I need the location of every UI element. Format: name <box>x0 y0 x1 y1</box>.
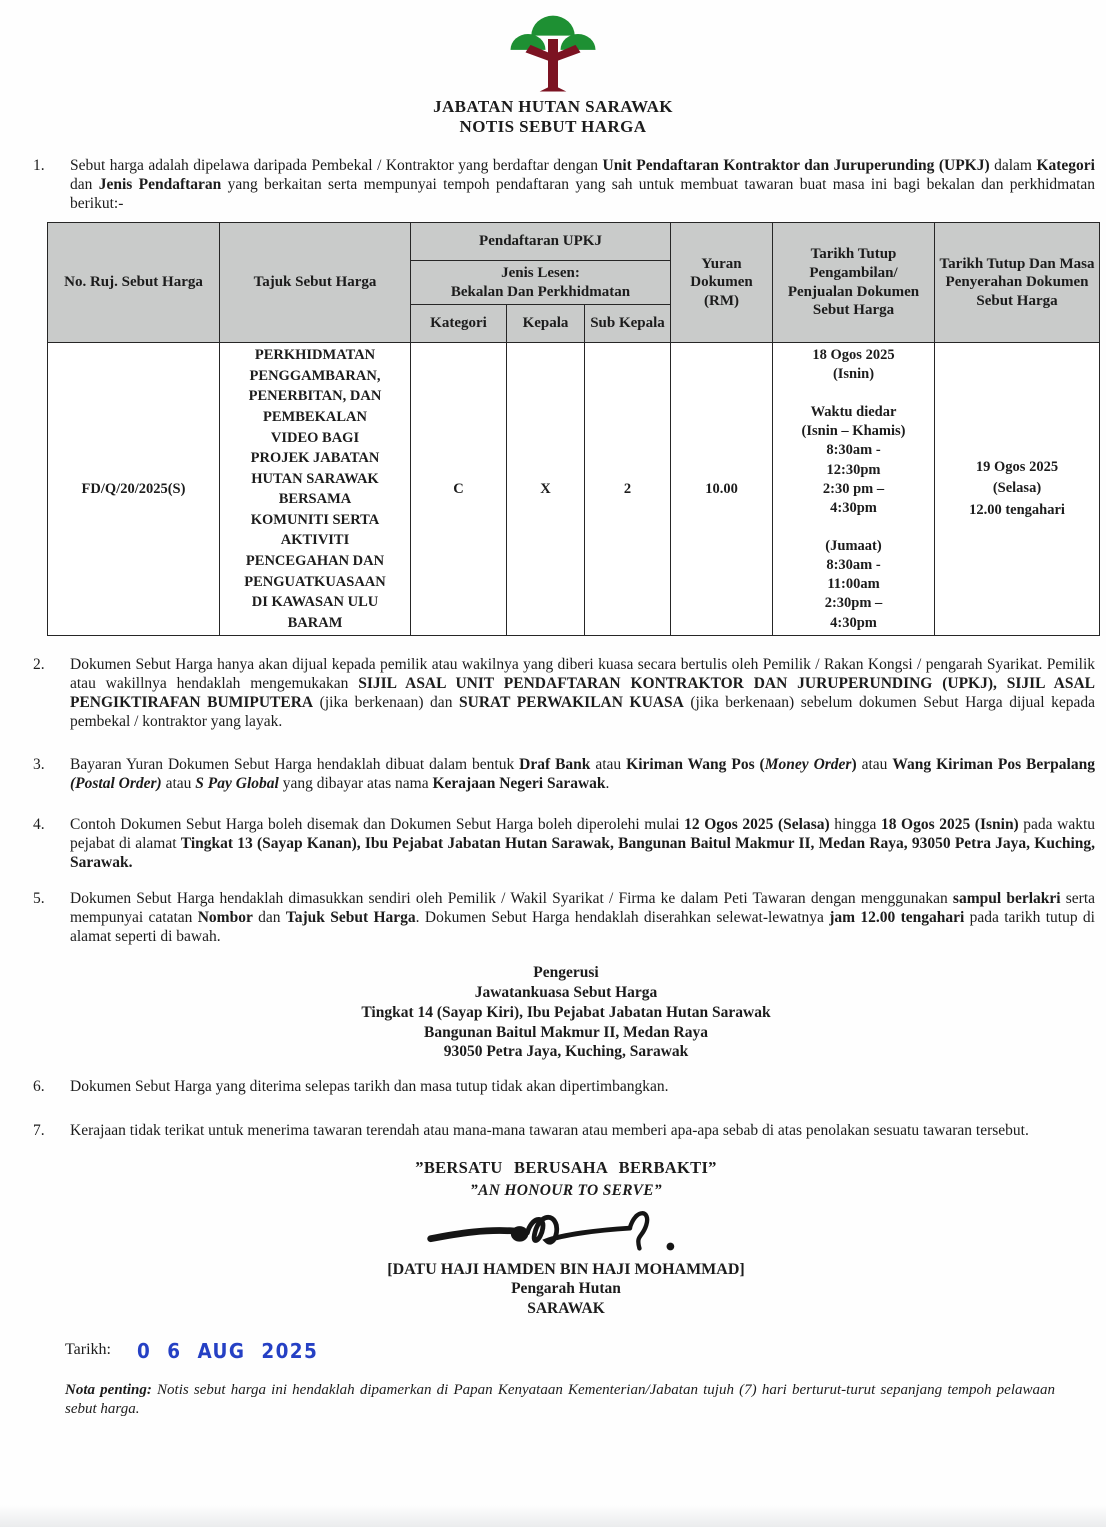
cell-tarikh-pengambilan: 18 Ogos 2025 (Isnin) Waktu diedar (Isnin – Khamis) 8:30am - 12:30pm 2:30 pm – 4:30pm (Jumaat) 8:30am - 11:00am 2:30pm – 4:30pm <box>773 343 935 636</box>
paragraph-text: Dokumen Sebut Harga hendaklah dimasukkan sendiri oleh Pemilik / Wakil Syarikat / Firma ke dalam Peti Tawaran dengan menggunakan sampul berlakri serta mempunyai catatan Nombor dan Tajuk Sebut Harga. Dokumen Sebut Harga hendaklah diserahkan selewat-lewatnya jam 12.00 tengahari pada tarikh tutup di alamat seperti di bawah. <box>70 889 1096 945</box>
paragraph-text: Dokumen Sebut Harga hanya akan dijual kepada pemilik atau wakilnya yang diberi kuasa secara bertulis oleh Pemilik / Rakan Kongsi / pengarah Syarikat. Pemilik atau wakillnya hendaklah mengemukakan SIJIL ASAL UNIT PENDAFTARAN KONTRAKTOR DAN JURUPERUNDING (UPKJ), SIJIL ASAL PENGIKTIRAFAN BUMIPUTERA (jika berkenaan) dan SURAT PERWAKILAN KUASA (jika berkenaan) sebelum dokumen Sebut Harga dijual kepada pembekal / kontraktor yang layak. <box>70 656 1096 731</box>
paragraph-text: Kerajaan tidak terikat untuk menerima tawaran terendah atau mana-mana tawaran atau memberi apa-apa sebab di atas penolakan sesuatu tawaran tersebut. <box>70 1122 1029 1140</box>
col-header-sub-kepala: Sub Kepala <box>585 305 671 343</box>
col-header-yuran: Yuran Dokumen (RM) <box>671 223 773 343</box>
document-header <box>0 0 1106 137</box>
date-row <box>65 1338 1106 1363</box>
col-header-kategori: Kategori <box>411 305 507 343</box>
paragraph-4 <box>33 815 1095 872</box>
signatory-title: Pengarah Hutan <box>511 1280 621 1298</box>
cell-no-ruj: FD/Q/20/2025(S) <box>48 343 220 636</box>
tender-table-header <box>48 223 1100 343</box>
paragraph-text: Sebut harga adalah dipelawa daripada Pembekal / Kontraktor yang berdaftar dengan Unit Pendaftaran Kontraktor dan Juruperunding (UPKJ) dalam Kategori dan Jenis Pendaftaran yang berkaitan serta mempunyai tempoh pendaftaran yang sah untuk membuat tawaran buat masa ini bagi bekalan dan perkhidmatan berikut:- <box>70 157 1096 213</box>
paragraph-7 <box>33 1121 1095 1140</box>
date-label: Tarikh: <box>65 1340 111 1358</box>
col-header-pendaftaran-upkj: Pendaftaran UPKJ <box>411 223 671 261</box>
paragraph-number: 2. <box>33 656 45 674</box>
cell-tajuk: PERKHIDMATAN PENGGAMBARAN, PENERBITAN, DAN PEMBEKALAN VIDEO BAGI PROJEK JABATAN HUTAN SARAWAK BERSAMA KOMUNITI SERTA AKTIVITI PENCEGAHAN DAN PENGUATKUASAAN DI KAWASAN ULU BARAM <box>220 343 411 636</box>
col-header-tarikh-penyerahan: Tarikh Tutup Dan Masa Penyerahan Dokumen Sebut Harga <box>935 223 1100 343</box>
signature-block <box>0 1202 1106 1319</box>
signatory-org: SARAWAK <box>527 1300 605 1318</box>
org-name: JABATAN HUTAN SARAWAK <box>433 97 673 116</box>
cell-kategori: C <box>411 343 507 636</box>
tree-trunk <box>526 39 581 92</box>
col-header-kepala: Kepala <box>507 305 585 343</box>
page-title: NOTIS SEBUT HARGA <box>459 117 647 136</box>
paragraph-number: 3. <box>33 755 45 773</box>
paragraph-number: 4. <box>33 815 45 833</box>
paragraph-5 <box>33 889 1095 946</box>
paragraph-text: Contoh Dokumen Sebut Harga boleh disemak dan Dokumen Sebut Harga boleh diperolehi mulai 12 Ogos 2025 (Selasa) hingga 18 Ogos 2025 (Isnin) pada waktu pejabat di alamat Tingkat 13 (Sayap Kanan), Ibu Pejabat Jabatan Hutan Sarawak, Bangunan Baitul Makmur II, Medan Raya, 93050 Petra Jaya, Kuching, Sarawak. <box>70 815 1096 871</box>
col-header-no-ruj: No. Ruj. Sebut Harga <box>48 223 220 343</box>
date-stamp: 0 6 AUG 2025 <box>136 1338 319 1363</box>
motto-english: ”AN HONOUR TO SERVE” <box>470 1182 662 1200</box>
forest-department-tree-logo <box>499 14 607 94</box>
tender-table-row <box>48 343 1100 636</box>
paragraph-6 <box>33 1077 1095 1096</box>
cell-sub-kepala: 2 <box>585 343 671 636</box>
paragraph-number: 5. <box>33 889 45 907</box>
tender-table <box>47 222 1100 636</box>
signature-scrawl <box>416 1202 716 1260</box>
footer-note: Nota penting: Notis sebut harga ini hendaklah dipamerkan di Papan Kenyataan Kementerian/Jabatan tujuh (7) hari berturut-turut sepanjang tempoh pelawaan sebut harga. <box>65 1381 1055 1417</box>
col-header-tarikh-pengambilan: Tarikh Tutup Pengambilan/ Penjualan Dokumen Sebut Harga <box>773 223 935 343</box>
submission-address-block: Pengerusi Jawatankuasa Sebut Harga Tingkat 14 (Sayap Kiri), Ibu Pejabat Jabatan Hutan Sarawak Bangunan Baitul Makmur II, Medan Raya 93050 Petra Jaya, Kuching, Sarawak <box>361 964 771 1061</box>
col-header-tajuk: Tajuk Sebut Harga <box>220 223 411 343</box>
cell-tarikh-penyerahan: 19 Ogos 2025 (Selasa) 12.00 tengahari <box>935 343 1100 636</box>
paragraph-text: Dokumen Sebut Harga yang diterima selepas tarikh dan masa tutup tidak akan dipertimbangkan. <box>70 1078 669 1096</box>
paragraph-1 <box>33 156 1095 213</box>
col-header-jenis-lesen: Jenis Lesen: Bekalan Dan Perkhidmatan <box>411 261 671 305</box>
cell-kepala: X <box>507 343 585 636</box>
paragraph-number: 7. <box>33 1122 45 1140</box>
paragraph-3 <box>33 755 1095 793</box>
cell-yuran: 10.00 <box>671 343 773 636</box>
signatory-name: [DATU HAJI HAMDEN BIN HAJI MOHAMMAD] <box>387 1261 745 1279</box>
paragraph-number: 1. <box>33 157 45 174</box>
motto-malay: ”BERSATU BERUSAHA BERBAKTI” <box>415 1158 717 1178</box>
paragraph-2 <box>33 655 1095 731</box>
paragraph-text: Bayaran Yuran Dokumen Sebut Harga hendaklah dibuat dalam bentuk Draf Bank atau Kiriman Wang Pos (Money Order) atau Wang Kiriman Pos Berpalang (Postal Order) atau S Pay Global yang dibayar atas nama Kerajaan Negeri Sarawak. <box>70 755 1095 792</box>
paragraph-number: 6. <box>33 1078 45 1096</box>
